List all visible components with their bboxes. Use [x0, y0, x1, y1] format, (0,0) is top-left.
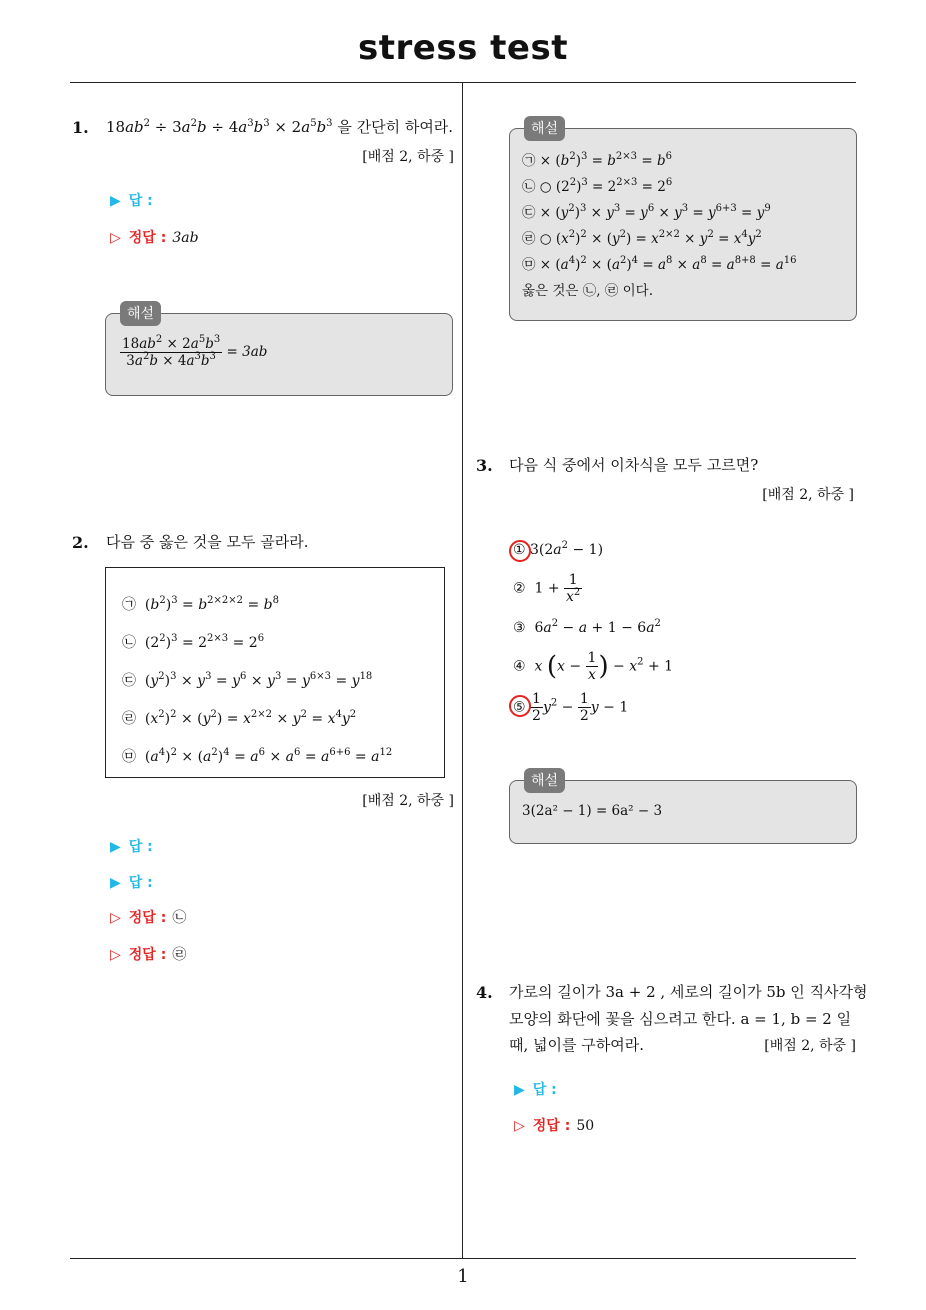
q2-expl-mark: ○	[539, 231, 552, 247]
q4-correct-value: 50	[576, 1118, 595, 1134]
q1-expl-fraction: $\frac{18ab^2 \times 2a^5b^3}{3a^2b \times 4a^3b^3}$	[122, 334, 221, 369]
q1-meta: [배점 2, 하중 ]	[362, 149, 454, 165]
q3-text: 다음 식 중에서 이차식을 모두 고르면?	[509, 456, 759, 474]
q4-number: 4.	[476, 983, 493, 1002]
q2-statement: ㉢ $(y^2)^3 \times y^3 = y^6 \times y^3 = y^{6\times 3} = y^{18}$	[122, 671, 373, 689]
q2-explanation-tag: 해설	[524, 116, 565, 141]
q3-option-marker: ③	[513, 620, 526, 636]
header-rule	[70, 82, 856, 83]
q2-expl-mark: ×	[539, 205, 552, 221]
q1-answer-label: 답 :	[128, 193, 153, 209]
q2-statement: ㉤ $(a^4)^2 \times (a^2)^4 = a^6 \times a^6 = a^{6+6} = a^{12}$	[122, 747, 393, 765]
selected-circle-icon	[509, 540, 531, 562]
q1-correct-value: 3ab	[172, 230, 199, 246]
page-number: 1	[457, 1266, 469, 1287]
q2-correct-1	[110, 907, 186, 927]
q2-answer-label: 답 :	[128, 839, 153, 855]
q1-text: $18ab^2 \div 3a^2b \div 4a^3b^3 \times 2a^5b^3$ 을 간단히 하여라.	[106, 118, 454, 136]
q2-text: 다음 중 옳은 것을 모두 골라라.	[106, 533, 309, 551]
play-arrow-icon: ▶	[514, 1082, 525, 1098]
q2-expl-mark: ×	[539, 257, 552, 273]
q2-expl-line: ㉤ × $(a^4)^2 \times (a^2)^4 = a^8 \times a^8 = a^{8+8} = a^{16}$	[522, 255, 797, 273]
q4-text-line2: 모양의 화단에 꽃을 심으려고 한다. a = 1, b = 2 일	[509, 1010, 852, 1028]
q2-expl-line: ㉣ ○ $(x^2)^2 \times (y^2) = x^{2\times 2} \times y^2 = x^4y^2$	[522, 229, 762, 247]
q2-statement-marker: ㉤	[122, 749, 136, 765]
q1-explanation-formula	[120, 336, 267, 369]
q2-statement-marker: ㉠	[122, 597, 136, 613]
selected-circle-icon	[509, 695, 531, 717]
q4-correct-label: 정답 :	[532, 1118, 571, 1134]
q2-statement-marker: ㉢	[122, 673, 136, 689]
q4-answer-field[interactable]	[514, 1079, 557, 1099]
q1-correct-label: 정답 :	[128, 230, 167, 246]
q2-statements-box	[105, 567, 445, 778]
play-arrow-icon: ▶	[110, 875, 121, 891]
q2-correct-label: 정답 :	[128, 910, 167, 926]
q1-text-suffix: 을 간단히 하여라.	[337, 118, 454, 136]
q2-expl-marker: ㉢	[522, 205, 536, 221]
q3-option-marker: ④	[513, 658, 526, 675]
q3-meta: [배점 2, 하중 ]	[762, 487, 854, 503]
q2-statement: ㉣ $(x^2)^2 \times (y^2) = x^{2\times 2} \times y^2 = x^4y^2$	[122, 709, 357, 727]
q2-statement-marker: ㉣	[122, 711, 136, 727]
q2-expl-marker: ㉣	[522, 231, 536, 247]
play-arrow-icon: ▶	[110, 193, 121, 209]
q3-option-marker: ②	[513, 580, 526, 597]
q1-answer-field[interactable]	[110, 190, 153, 210]
q2-expl-marker: ㉡	[522, 179, 536, 195]
q3-number: 3.	[476, 456, 493, 475]
q2-correct-value: ㉣	[172, 947, 187, 963]
q3-option-5[interactable]: ⑤ $\frac{1}{2}$ $y^2$ − $\frac{1}{2}$ y − 1	[513, 691, 629, 724]
q3-option-2[interactable]: ② 1 + $\frac{1}{x^2}$	[513, 572, 581, 605]
q2-expl-marker: ㉠	[522, 153, 536, 169]
q1-number: 1.	[72, 118, 89, 137]
q2-statement-marker: ㉡	[122, 635, 136, 651]
q2-statement: ㉠ $(b^2)^3 = b^{2\times 2\times 2} = b^8$	[122, 595, 280, 613]
q4-text-line1: 가로의 길이가 3a + 2 , 세로의 길이가 5b 인 직사각형	[509, 983, 868, 1001]
q3-option-1[interactable]: ① $3(2a^2 - 1)$	[513, 540, 604, 558]
q2-statement: ㉡ $(2^2)^3 = 2^{2\times 3} = 2^6$	[122, 633, 265, 651]
q4-text-line3: 때, 넓이를 구하여라.	[509, 1036, 644, 1054]
q3-option-3[interactable]: ③ $6a^2 - a + 1 - 6a^2$	[513, 618, 661, 636]
column-divider	[462, 83, 463, 1259]
q4-answer-label: 답 :	[532, 1082, 557, 1098]
q1-correct	[110, 227, 199, 247]
q2-expl-line: ㉠ × $(b^2)^3 = b^{2\times 3} = b^6$	[522, 151, 672, 169]
q2-correct-2	[110, 944, 186, 964]
outline-arrow-icon: ▷	[110, 230, 121, 246]
q2-answer-label: 답 :	[128, 875, 153, 891]
q2-correct-label: 정답 :	[128, 947, 167, 963]
outline-arrow-icon: ▷	[110, 910, 121, 926]
outline-arrow-icon: ▷	[514, 1118, 525, 1134]
q4-correct	[514, 1115, 594, 1135]
q2-expl-line: ㉡ ○ $(2^2)^3 = 2^{2\times 3} = 2^6$	[522, 177, 673, 195]
q2-number: 2.	[72, 533, 89, 552]
q4-meta: [배점 2, 하중 ]	[764, 1038, 856, 1054]
q2-correct-value: ㉡	[172, 910, 187, 926]
q2-meta: [배점 2, 하중 ]	[362, 793, 454, 809]
q3-option-4[interactable]: ④ x (x − $\frac{1}{x}$ ) − $x^2 + 1$	[513, 650, 674, 683]
q2-expl-line: ㉢ × $(y^2)^3 \times y^3 = y^6 \times y^3 = y^{6+3} = y^9$	[522, 203, 771, 221]
q1-expl-result: = 3ab	[226, 344, 268, 360]
q2-explanation-box	[509, 128, 857, 321]
q2-expl-mark: ○	[539, 179, 552, 195]
q3-explanation-tag: 해설	[524, 768, 565, 793]
page-title: stress test	[358, 28, 568, 68]
q3-option-marker: ⑤	[513, 699, 526, 716]
outline-arrow-icon: ▷	[110, 947, 121, 963]
footer-rule	[70, 1258, 856, 1259]
q2-answer-field-2[interactable]	[110, 872, 153, 892]
play-arrow-icon: ▶	[110, 839, 121, 855]
q2-answer-field-1[interactable]	[110, 836, 153, 856]
q2-expl-mark: ×	[539, 153, 552, 169]
q3-expl-line: 3(2a² − 1) = 6a² − 3	[522, 803, 663, 819]
q1-explanation-tag: 해설	[120, 301, 161, 326]
q2-expl-conclusion: 옳은 것은 ㉡, ㉣ 이다.	[522, 283, 653, 299]
q2-expl-marker: ㉤	[522, 257, 536, 273]
q3-option-marker: ①	[513, 542, 526, 558]
